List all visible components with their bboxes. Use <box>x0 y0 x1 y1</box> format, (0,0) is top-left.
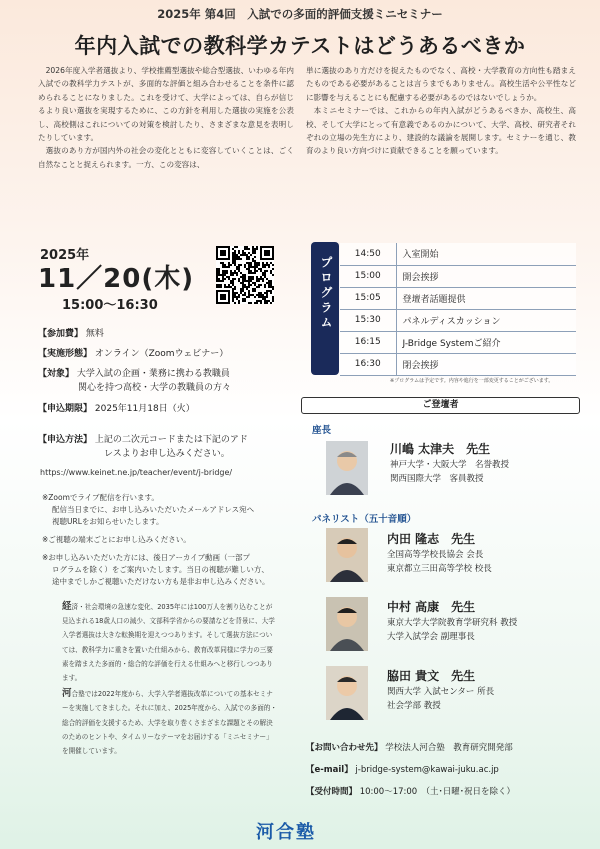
speaker-name: 中村 高康 先生 <box>387 600 476 614</box>
table-row: 16:15 J-Bridge Systemご紹介 <box>340 331 576 353</box>
seminar-subtitle: 2025年 第4回 入試での多面的評価支援ミニセミナー <box>157 7 443 21</box>
note-line: 途中までしかご視聴いただけない方も是非お申し込みください。 <box>52 577 270 586</box>
intro-paragraph: 2026年度入学者選抜より、学校推薦型選抜や総合型選抜、いわゆる年内入試での教科学力テストが、多面的な評価と組み合わせることを条件に認められることになりました。これを受けて、大学によっては、自らが信じるより良い選抜を実現するために、この方針を利用した選抜の実施を公表し、高校側はこれについての対策を検討したり、さまざまな意見を表明したりしています。 <box>38 66 294 143</box>
deadline-line: 【申込期限】 2025年11月18日（火） <box>38 404 195 414</box>
program-label: プログラム <box>319 256 333 331</box>
note-line: ログラムを除く）をご案内いたします。当日の視聴が難しい方、 <box>52 565 269 574</box>
event-time: 15:00〜16:30 <box>62 298 158 313</box>
promo-text <box>62 600 278 758</box>
application-link[interactable]: https://www.keinet.ne.jp/teacher/event/j-bridge/ <box>40 468 233 477</box>
intro-paragraph: 選抜のあり方が国内外の社会の変化とともに変容していくことは、ごく自然なことと捉えられます。一方、この変容は、 <box>38 146 294 169</box>
speaker-photo <box>326 597 368 651</box>
inquiry-line: 【お問い合わせ先】 学校法人河合塾 教育研究開発部 <box>306 743 513 753</box>
target-line-2: 関心を持つ高校・大学の教職員の方々 <box>78 383 232 393</box>
format-line: 【実施形態】 オンライン（Zoomウェビナー） <box>38 349 229 359</box>
speaker-affiliation: 関西国際大学 客員教授 <box>390 474 484 484</box>
promo-paragraph: 河合塾では2022年度から、大学入学者選抜改革についての基本セミナーを実施してきました。それに加え、2025年度から、入試での多面的・総合的評価を支援するため、大学を取り巻くさまざまな課題とその解決のためのヒントや、タイムリーなテーマをお届けする「ミニセミナー」を開催しています。 <box>62 688 277 756</box>
intro-paragraph: 本ミニセミナーでは、これからの年内入試がどうあるべきか、高校生、高校、そして大学にとって有意義であるのかについて、大学、高校、研究者それぞれの立場の先生方により、建設的な議論を展開します。セミナーを通じ、教育のより良い方向づけに貢献できることを願っています。 <box>306 106 576 156</box>
speaker-affiliation: 東京都立三田高等学校 校長 <box>387 564 492 574</box>
method-line-2: レスよりお申し込みください。 <box>104 449 230 459</box>
speaker-affiliation: 神戸大学・大阪大学 名誉教授 <box>390 460 510 470</box>
speaker-photo <box>326 666 368 720</box>
email-line: 【e-mail】 j-bridge-system@kawai-juku.ac.jp <box>306 765 499 775</box>
speakers-header: ご登壇者 <box>301 397 580 414</box>
speaker-affiliation: 社会学部 教授 <box>387 701 441 711</box>
intro-right <box>306 64 576 158</box>
page-title: 年内入試での教科学カテストはどうあるべきか <box>74 34 526 58</box>
note-line: 配信当日までに、お申し込みいただいたメールアドレス宛へ <box>52 505 255 514</box>
note-line: ※お申し込みいただいた方には、後日アーカイブ動画（一部プ <box>42 553 250 562</box>
fee-line: 【参加費】 無料 <box>38 329 104 339</box>
table-row: 14:50 入室開始 <box>340 243 576 265</box>
method-line: 【申込方法】 上記の二次元コードまたは下記のアド <box>38 435 248 445</box>
table-row: 15:00 開会挨拶 <box>340 265 576 287</box>
note-line: 視聴URLをお知らせいたします。 <box>52 517 164 526</box>
speaker-affiliation: 関西大学 入試センター 所長 <box>387 687 495 697</box>
email-link[interactable]: j-bridge-system@kawai-juku.ac.jp <box>355 765 499 775</box>
table-row: 16:30 閉会挨拶 <box>340 353 576 375</box>
speaker-name: 脇田 貴文 先生 <box>387 669 476 683</box>
note-line: ※Zoomでライブ配信を行います。 <box>42 493 159 502</box>
panelist-label: パネリスト（五十音順） <box>312 514 417 525</box>
hours-line: 【受付時間】 10:00〜17:00 （土･日曜･祝日を除く） <box>306 787 515 797</box>
program-table <box>340 243 576 376</box>
intro-paragraph: 単に選抜のあり方だけを捉えたものでなく、高校・大学教育の方向性も踏まえたものである必要があることは言うまでもありません。高校生活や公平性などに影響を与えることにも配慮する必要があるのではないでしょうか。 <box>306 66 576 102</box>
speaker-affiliation: 大学入試学会 副理事長 <box>387 632 475 642</box>
chair-label: 座長 <box>312 425 332 436</box>
kawaijuku-logo: 河合塾 <box>256 822 316 843</box>
promo-paragraph: 経済・社会環境の急速な変化、2035年には100万人を割り込むことが見込まれる18歳人口の減少、文部科学省からの要請などを背景に、大学入学者選抜は大きな転換期を迎えつつあります。そして選抜方法については、教科学力に重きを置いた仕組みから、教育改革同様に学力の三要素を踏まえた多面的・総合的な評価を行える仕組みへと移行しつつあります。 <box>62 601 275 683</box>
note-line: ※ご視聴の端末ごとにお申し込みください。 <box>42 535 191 544</box>
target-line: 【対象】 大学入試の企画・業務に携わる教職員 <box>38 369 230 379</box>
table-row: 15:30 パネルディスカッション <box>340 309 576 331</box>
speaker-affiliation: 東京大学大学院教育学研究科 教授 <box>387 618 518 628</box>
speaker-name: 内田 隆志 先生 <box>387 532 476 546</box>
qr-code-icon[interactable] <box>216 246 274 304</box>
speaker-name: 川嶋 太津夫 先生 <box>390 442 491 456</box>
speaker-affiliation: 全国高等学校長協会 会長 <box>387 550 484 560</box>
program-note: ※プログラムは予定です。内容や進行を一部変更することがございます。 <box>390 378 554 384</box>
intro-left <box>38 64 294 171</box>
event-date: 11／20(木) <box>38 264 195 294</box>
event-year: 2025年 <box>40 248 90 263</box>
speaker-photo <box>326 528 368 582</box>
speaker-photo <box>326 441 368 495</box>
table-row: 15:05 登壇者話題提供 <box>340 287 576 309</box>
